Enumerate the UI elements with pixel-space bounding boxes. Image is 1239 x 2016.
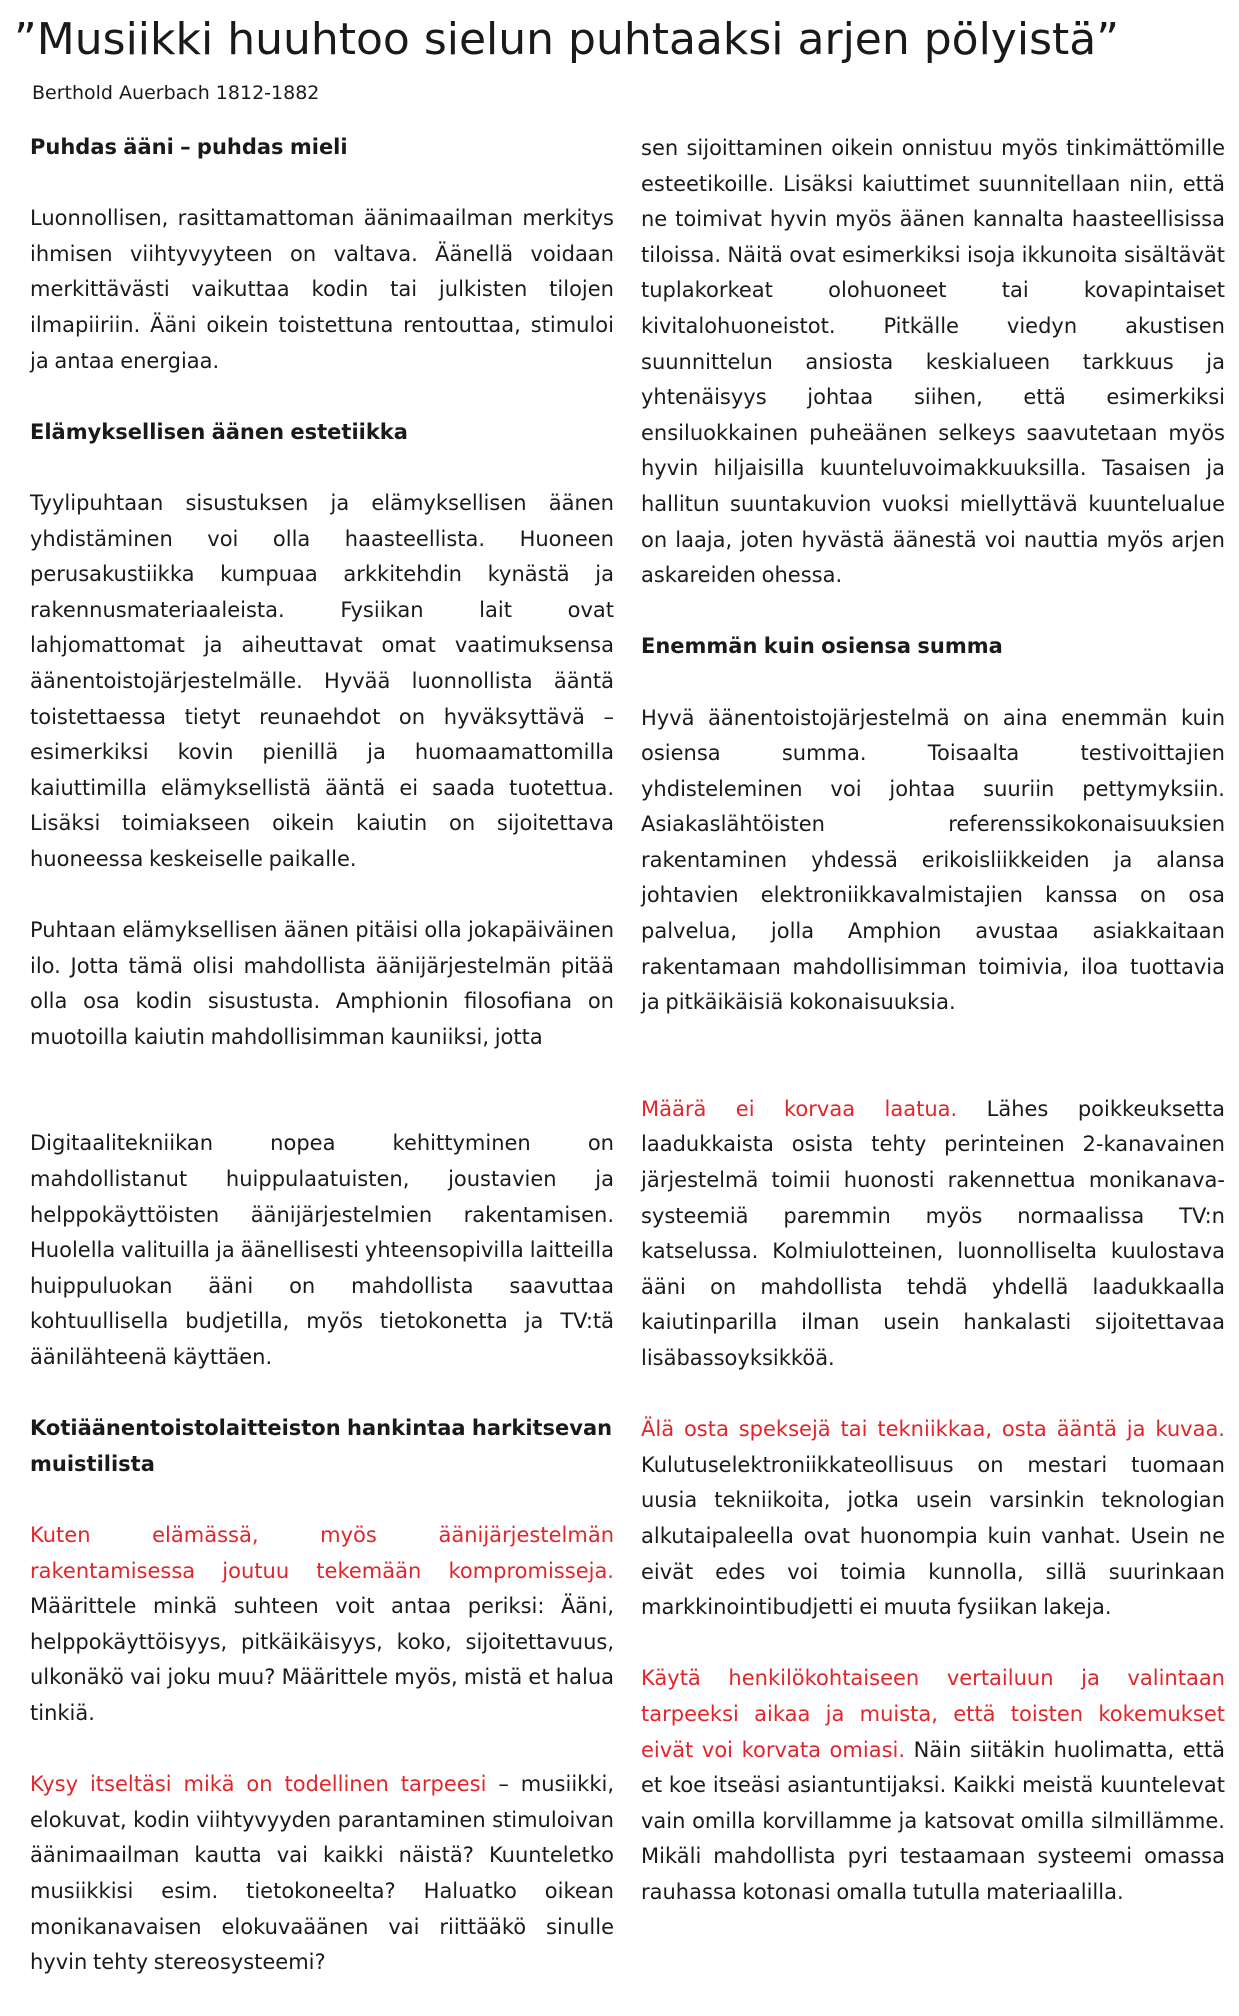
section-heading-sum-of-parts: Enemmän kuin osiensa summa — [641, 634, 1003, 659]
left-column — [30, 130, 614, 2016]
paragraph-pure-sound: Luonnollisen, rasittamattoman äänimaailman merkitys ihmisen viihtyvyyteen on valtava. Äänellä voidaan merkittävästi vaikuttaa kodin tai julkisten tilojen ilmapiiriin. Ääni oikein toistettuna rentouttaa, stimuloi ja antaa energiaa. — [30, 206, 614, 373]
paragraph-compromise — [30, 1518, 614, 1732]
page-title: ”Musiikki huuhtoo sielun puhtaaksi arjen pölyistä” — [14, 14, 1120, 65]
text-compromise: Määrittele minkä suhteen voit antaa periksi: Ääni, helppokäyttöisyys, pitkäikäisyys, koko, sijoitettavuus, ulkonäkö vai joku muu? Määrittele myös, mistä et halua tinkiä. — [30, 1594, 614, 1725]
highlight-specs: Älä osta speksejä tai tekniikkaa, osta ääntä ja kuvaa. — [641, 1417, 1225, 1442]
text-specs: Kulutuselektroniikkateollisuus on mestari tuomaan uusia tekniikoita, jotka usein varsinkin teknologian alkutaipaleella ovat huonompia kuin vanhat. Usein ne eivät edes voi toimia kunnolla, sillä suurinkaan markkinointibudjetti ei muuta fysiikan lakeja. — [641, 1452, 1225, 1620]
section-heading-checklist: Kotiäänentoistolaitteiston hankintaa harkitsevan muistilista — [30, 1416, 613, 1476]
text-needs: – musiikki, elokuvat, kodin viihtyvyyden parantaminen stimuloivan äänimaailman kautta vai kaikki näistä? Kuunteletko musiikkisi esim. tietokoneelta? Haluatko oikean monikanavaisen elokuvaäänen vai riittääkö sinulle hyvin tehty stereosysteemi? — [30, 1772, 614, 1975]
highlight-compromise: Kuten elämässä, myös äänijärjestelmän rakentamisessa joutuu tekemään kompromisseja. — [30, 1522, 614, 1583]
section-heading-pure-sound: Puhdas ääni – puhdas mieli — [30, 135, 348, 159]
paragraph-sum-of-parts: Hyvä äänentoistojärjestelmä on aina enemmän kuin osiensa summa. Toisaalta testivoittajien yhdisteleminen voi johtaa suuriin pettymyksiin. Asiakaslähtöisten referenssikokonaisuuksien rakentaminen yhdessä erikoisliikkeiden ja alansa johtavien elektroniikkavalmistajien kanssa on osa palvelua, jolla Amphion avustaa asiakkaitaan rakentamaan mahdollisimman toimivia, iloa tuottavia ja pitkäikäisiä kokonaisuuksia. — [641, 705, 1225, 1015]
paragraph-specs — [641, 1412, 1225, 1626]
quote-attribution: Berthold Auerbach 1812-1882 — [32, 82, 320, 104]
text-quality: Lähes poikkeuksetta laadukkaista osista tehty perinteinen 2-kanavainen järjestelmä toimii huonosti rakennettua monikanava-systeemiä paremmin myös normaalissa TV:n katselussa. Kolmiulotteinen, luonnolliselta kuulostava ääni on mahdollista tehdä yhdellä laadukkaalla kaiutinparilla ilman usein hankalasti sijoitettavaa lisäbassoyksikköä. — [641, 1096, 1226, 1370]
highlight-comparison: Käytä henkilökohtaiseen vertailuun ja valintaan tarpeeksi aikaa ja muista, että toisten kokemukset eivät voi korvata omiasi. — [641, 1666, 1225, 1762]
highlight-quality: Määrä ei korvaa laatua. — [641, 1096, 958, 1121]
paragraph-quality — [641, 1092, 1225, 1377]
paragraph-comparison — [641, 1661, 1225, 1910]
text-comparison: Näin siitäkin huolimatta, että et koe itseäsi asiantuntijaksi. Kaikki meistä kuuntelevat vain omilla korvillamme ja katsovat omilla silmillämme. Mikäli mahdollista pyri testaamaan systeemi omassa rauhassa kotonasi omalla tutulla materiaalilla. — [641, 1737, 1225, 1904]
highlight-needs: Kysy itseltäsi mikä on todellinen tarpeesi — [30, 1772, 487, 1797]
section-heading-aesthetics: Elämyksellisen äänen estetiikka — [30, 419, 408, 444]
right-column — [641, 131, 1225, 1946]
paragraph-placement: sen sijoittaminen oikein onnistuu myös tinkimättömille esteetikoille. Lisäksi kaiuttimet suunnitellaan niin, että ne toimivat hyvin myös äänen kannalta haasteellisissa tiloissa. Näitä ovat esimerkiksi isoja ikkunoita sisältävät tuplakorkeat olohuoneet tai kovapintaiset kivitalohuoneistot. Pitkälle viedyn akustisen suunnittelun ansiosta keskialueen tarkkuus ja yhtenäisyys johtaa siihen, että esimerkiksi ensiluokkainen puheäänen selkeys saavutetaan myös hyvin hiljaisilla kuunteluvoimakkuuksilla. Tasaisen ja hallitun suuntakuvion vuoksi miellyttävä kuuntelualue on laaja, joten hyvästä äänestä voi nauttia myös arjen askareiden ohessa. — [641, 136, 1225, 588]
paragraph-needs — [30, 1767, 614, 1981]
paragraph-aesthetics: Tyylipuhtaan sisustuksen ja elämyksellisen äänen yhdistäminen voi olla haasteellista. Huoneen perusakustiikka kumpuaa arkkitehdin kynästä ja rakennusmateriaaleista. Fysiikan lait ovat lahjomattomat ja aiheuttavat omat vaatimuksensa äänentoistojärjestelmälle. Hyvää luonnollista ääntä toistettaessa tietyt reunaehdot on hyväksyttävä – esimerkiksi kovin pienillä ja huomaamattomilla kaiuttimilla elämyksellistä ääntä ei saada tuotettua. Lisäksi toimiakseen oikein kaiutin on sijoitettava huoneessa keskeiselle paikalle. — [30, 490, 614, 871]
paragraph-digital-tech: Digitaalitekniikan nopea kehittyminen on mahdollistanut huippulaatuisten, joustavien ja helppokäyttöisten äänijärjestelmien rakentamisen. Huolella valituilla ja äänellisesti yhteensopivilla laitteilla huippuluokan ääni on mahdollista saavuttaa kohtuullisella budjetilla, myös tietokonetta ja TV:tä äänilähteenä käyttäen. — [30, 1131, 614, 1369]
paragraph-everyday-joy: Puhtaan elämyksellisen äänen pitäisi olla jokapäiväinen ilo. Jotta tämä olisi mahdollista äänijärjestelmän pitää olla osa kodin sisustusta. Amphionin filosofiana on muotoilla kaiutin mahdollisimman kauniiksi, jotta — [30, 918, 614, 1049]
